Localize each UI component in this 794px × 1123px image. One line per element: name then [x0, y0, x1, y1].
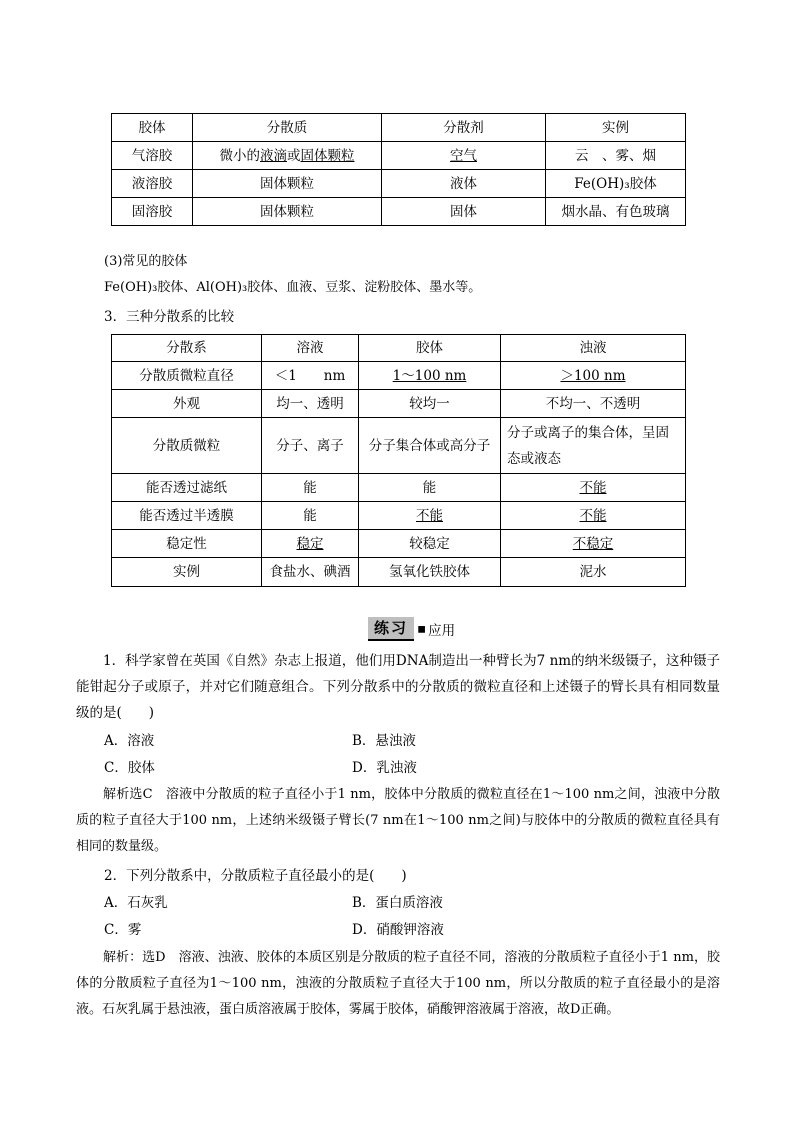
table-row [112, 558, 686, 587]
option-d: D．乳浊液 [352, 760, 417, 776]
table-cell [193, 142, 382, 170]
question-text: 1．科学家曾在英国《自然》杂志上报道，他们用DNA制造出一种臂长为7 nm的纳米级镊子，这种镊子能钳起分子或原子，并对它们随意组合。下列分散系中的分散质的微粒直径和上述镊子的臂长具有相同数量级的是( ) [76, 653, 720, 721]
table-cell: Fe(OH)₃胶体 [546, 170, 686, 198]
question-2-stem: 2．下列分散系中，分散质粒子直径最小的是( ) [104, 868, 407, 884]
underlined-text: 空气 [450, 147, 477, 164]
table-cell: 液溶胶 [112, 170, 193, 198]
practice-badge: 练习 [368, 617, 414, 641]
underlined-text: 不能 [579, 479, 607, 496]
table-cell [382, 142, 546, 170]
underlined-text: 不能 [416, 507, 443, 524]
table-cell: 泥水 [501, 558, 686, 587]
underlined-text: 不能 [579, 507, 607, 524]
header-cell: 分散系 [112, 335, 262, 362]
table-cell [501, 474, 686, 502]
table-cell: 较稳定 [359, 530, 501, 558]
table-cell [359, 362, 501, 390]
colloid-types-table [111, 113, 686, 226]
table-cell: 液体 [382, 170, 546, 198]
question-1-stem [76, 648, 720, 726]
underlined-text: 稳定 [296, 535, 324, 552]
header-cell: 分散剂 [382, 114, 546, 142]
table-cell: 食盐水、碘酒 [262, 558, 359, 587]
table-row [112, 142, 686, 170]
table-cell: 外观 [112, 390, 262, 418]
dispersion-comparison-table [111, 334, 686, 587]
option-c: C．雾 [104, 922, 142, 938]
table-cell: 能否透过半透膜 [112, 502, 262, 530]
table-cell: 固体颗粒 [193, 170, 382, 198]
bullet-icon: ▪ [417, 621, 427, 637]
table-row [112, 390, 686, 418]
table-cell: 氢氧化铁胶体 [359, 558, 501, 587]
table-cell: 不均一、不透明 [501, 390, 686, 418]
question-2-analysis [76, 945, 720, 1023]
table-cell: 分子或离子的集合体，呈固态或液态 [501, 418, 686, 474]
table-cell: 分散质微粒 [112, 418, 262, 474]
table-row [112, 198, 686, 226]
table-cell: 稳定性 [112, 530, 262, 558]
table-cell [501, 502, 686, 530]
table-cell: 实例 [112, 558, 262, 587]
question-1-analysis [76, 782, 720, 860]
table-cell: 分子、离子 [262, 418, 359, 474]
practice-banner [368, 618, 455, 640]
header-cell: 胶体 [112, 114, 193, 142]
table-cell: 能否透过滤纸 [112, 474, 262, 502]
table-cell: ＜1 nm [262, 362, 359, 390]
header-cell: 分散质 [193, 114, 382, 142]
header-cell: 胶体 [359, 335, 501, 362]
header-cell: 实例 [546, 114, 686, 142]
table-header-row [112, 114, 686, 142]
underlined-text: 固体颗粒 [300, 147, 355, 164]
table-cell: 烟水晶、有色玻璃 [546, 198, 686, 226]
cell-text: 微小的 [219, 147, 260, 164]
table-row [112, 530, 686, 558]
option-d: D．硝酸钾溶液 [352, 922, 444, 938]
table-cell: 较均一 [359, 390, 501, 418]
table-cell: 云 、雾、烟 [546, 142, 686, 170]
table-row [112, 502, 686, 530]
underlined-text: 不稳定 [572, 535, 614, 552]
analysis-text: 解析选C 溶液中分散质的粒子直径小于1 nm，胶体中分散质的微粒直径在1～100 nm之间，浊液中分散质的粒子直径大于100 nm，上述纳米级镊子臂长(7 nm在1～100 nm之间)与胶体中的分散质的微粒直径具有相同的数量级。 [76, 787, 720, 854]
underlined-text: 液滴 [260, 147, 287, 164]
table-cell: 分散质微粒直径 [112, 362, 262, 390]
option-a: A．溶液 [104, 733, 155, 749]
underlined-text: 1～100 nm [392, 367, 467, 384]
table-row [112, 418, 686, 474]
table-cell: 均一、透明 [262, 390, 359, 418]
table-cell: 固体颗粒 [193, 198, 382, 226]
analysis-text: 解析：选D 溶液、浊液、胶体的本质区别是分散质的粒子直径不同，溶液的分散质粒子直径小于1 nm，胶体的分散质粒子直径为1～100 nm，浊液的分散质粒子直径大于100 nm，所以分散质的粒子直径最小的是溶液。石灰乳属于悬浊液，蛋白质溶液属于胶体，雾属于胶体，硝酸钾溶液属于溶液，故D正确。 [76, 950, 720, 1017]
table-cell: 固溶胶 [112, 198, 193, 226]
table-cell [501, 362, 686, 390]
option-a: A．石灰乳 [104, 895, 168, 911]
table-cell [262, 530, 359, 558]
option-b: B．悬浊液 [352, 733, 416, 749]
table-cell: 能 [262, 502, 359, 530]
practice-label: 应用 [428, 623, 456, 639]
table-cell: 气溶胶 [112, 142, 193, 170]
section-title: 3．三种分散系的比较 [104, 309, 235, 325]
table-cell: 分子集合体或高分子 [359, 418, 501, 474]
table-header-row [112, 335, 686, 362]
section-heading: (3)常见的胶体 [104, 254, 188, 269]
table-cell [501, 530, 686, 558]
table-row [112, 362, 686, 390]
option-b: B．蛋白质溶液 [352, 895, 443, 911]
header-cell: 浊液 [501, 335, 686, 362]
table-cell: 固体 [382, 198, 546, 226]
table-cell [359, 502, 501, 530]
table-cell: 能 [359, 474, 501, 502]
table-row [112, 474, 686, 502]
table-cell: 能 [262, 474, 359, 502]
cell-text: 或 [287, 147, 301, 164]
table-row [112, 170, 686, 198]
header-cell: 溶液 [262, 335, 359, 362]
option-c: C．胶体 [104, 760, 155, 776]
underlined-text: ＞100 nm [560, 367, 626, 384]
section-text: Fe(OH)₃胶体、Al(OH)₃胶体、血液、豆浆、淀粉胶体、墨水等。 [104, 280, 482, 295]
